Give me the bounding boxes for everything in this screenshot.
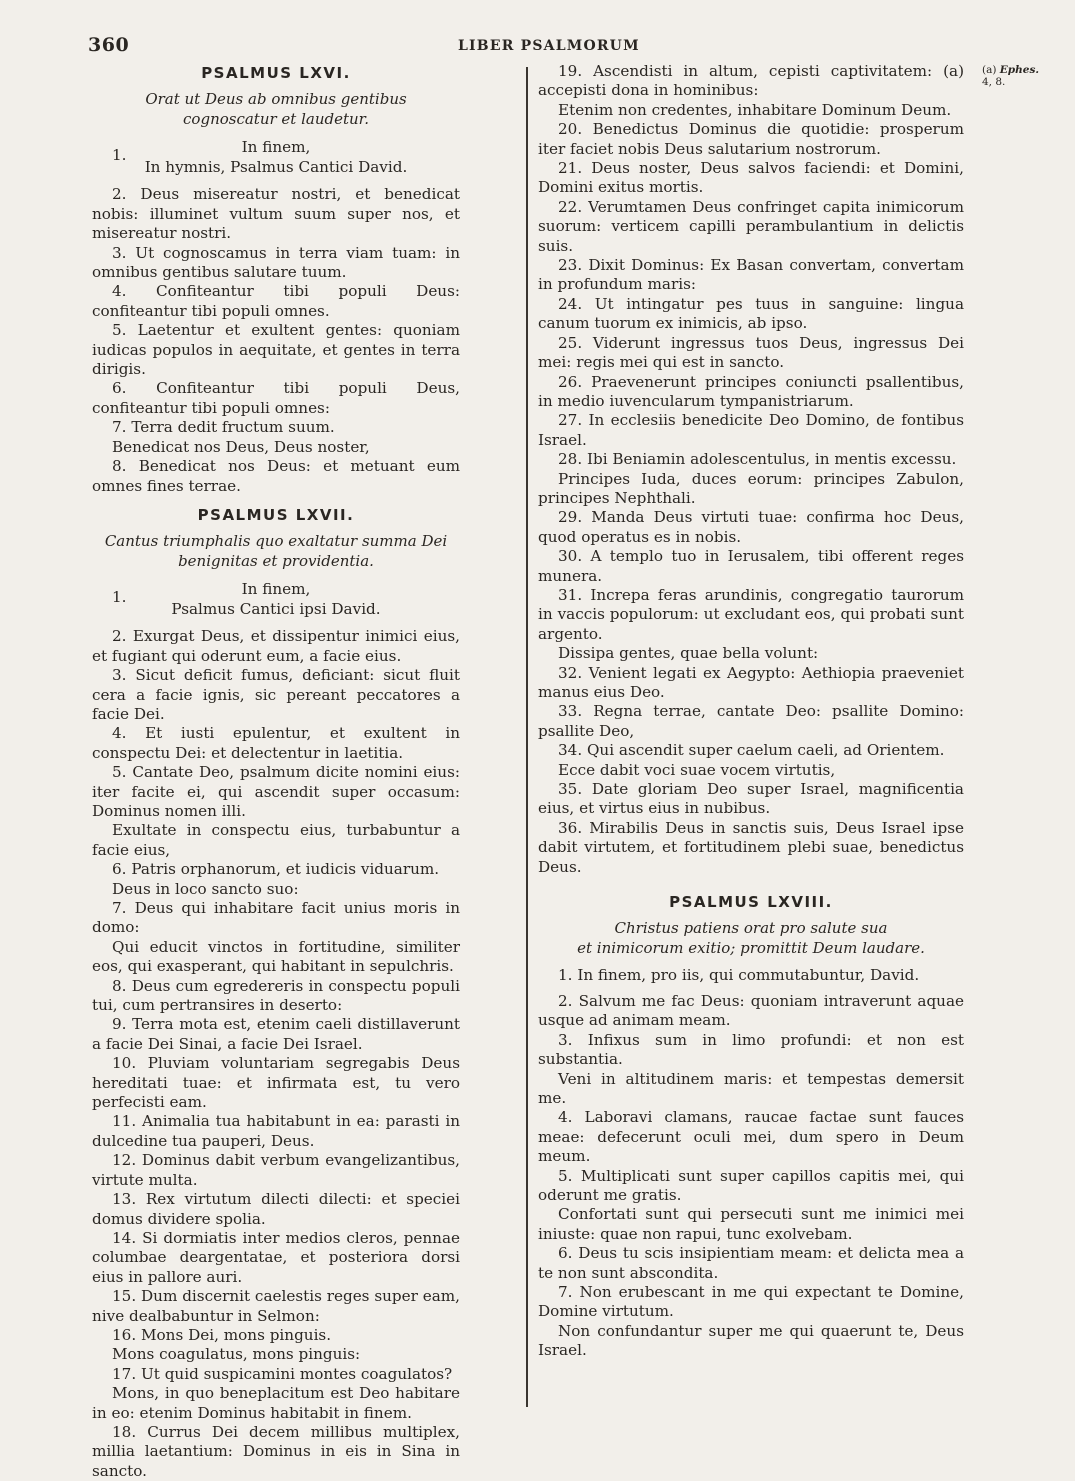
verse: Veni in altitudinem maris: et tempestas demersit me. [538, 1069, 964, 1107]
verse: 36. Mirabilis Deus in sanctis suis, Deus Israel ipse dabit virtutem, et fortitudinem plebi suae, benedictus Deus. [538, 818, 964, 876]
right-column [538, 62, 964, 1361]
column-divider [526, 67, 528, 1407]
margin-note [982, 64, 1039, 88]
verse: 5. Cantate Deo, psalmum dicite nomini eius: iter facite ei, qui ascendit super occasum: Dominus nomen illi. [92, 763, 460, 820]
verse: 3. Infixus sum in limo profundi: et non est substantia. [538, 1030, 964, 1069]
superscription-line: In hymnis, Psalmus Cantici David. [144, 158, 408, 177]
verse: Principes Iuda, duces eorum: principes Zabulon, principes Nephthali. [538, 469, 964, 507]
psalm-argument [548, 918, 954, 958]
verse: Confortati sunt qui persecuti sunt me inimici mei iniuste: quae non rapui, tunc exolvebam. [538, 1205, 964, 1243]
verse: 11. Animalia tua habitabunt in ea: parasti in dulcedine tua pauperi, Deus. [92, 1112, 460, 1150]
psalm-66 [92, 64, 460, 496]
verse-number: 1. [112, 146, 127, 165]
running-title: LIBER PSALMORUM [458, 38, 640, 54]
verse: Ecce dabit voci suae vocem virtutis, [558, 760, 836, 779]
page-header [88, 34, 958, 58]
verse: 2. Salvum me fac Deus: quoniam intraverunt aquae usque ad animam meam. [538, 991, 964, 1030]
verse: 7. Terra dedit fructum suum. [112, 418, 335, 437]
verse: 6. Patris orphanorum, et iudicis viduarum. [112, 860, 440, 879]
verse: 7. Deus qui inhabitare facit unius moris in domo: [92, 899, 460, 937]
verse: 5. Multiplicati sunt super capillos capitis mei, qui oderunt me gratis. [538, 1166, 964, 1204]
page-number: 360 [88, 34, 130, 56]
psalm-67-continued [538, 62, 964, 877]
verse: Mons, in quo beneplacitum est Deo habitare in eo: etenim Dominus habitabit in finem. [92, 1384, 460, 1422]
verse: 22. Verumtamen Deus confringet capita inimicorum suorum: verticem capilli perambulantium in delictis suis. [538, 197, 964, 255]
verse: 25. Viderunt ingressus tuos Deus, ingressus Dei mei: regis mei qui est in sancto. [538, 333, 964, 372]
verse: Exultate in conspectu eius, turbabuntur a facie eius, [92, 821, 460, 859]
psalm-67 [92, 506, 460, 1481]
verse: 18. Currus Dei decem millibus multiplex, millia laetantium: Dominus in eis in Sina in sancto. [92, 1422, 460, 1480]
verse: Mons coagulatus, mons pinguis: [112, 1345, 361, 1364]
note-marker: (a) [982, 64, 997, 76]
verse: 27. In ecclesiis benedicite Deo Domino, de fontibus Israel. [538, 411, 964, 449]
verse: 13. Rex virtutum dilecti dilecti: et speciei domus dividere spolia. [92, 1190, 460, 1228]
verse: 9. Terra mota est, etenim caeli distillaverunt a facie Dei Sinai, a facie Dei Israel. [92, 1015, 460, 1053]
verse: 24. Ut intingatur pes tuus in sanguine: lingua canum tuorum ex inimicis, ab ipso. [538, 294, 964, 333]
verse: 8. Deus cum egredereris in conspectu populi tui, cum pertransires in deserto: [92, 976, 460, 1015]
verse: 4. Confiteantur tibi populi Deus: confiteantur tibi populi omnes. [92, 282, 460, 320]
verse: 10. Pluviam voluntariam segregabis Deus hereditati tuae: et infirmata est, tu vero perfecisti eam. [92, 1054, 460, 1112]
verse: 4. Laboravi clamans, raucae factae sunt fauces meae: defecerunt oculi mei, dum spero in Deum meum. [538, 1108, 964, 1166]
verse: 29. Manda Deus virtuti tuae: confirma hoc Deus, quod operatus es in nobis. [538, 508, 964, 546]
verse-list [538, 62, 964, 877]
psalm-argument: Orat ut Deus ab omnibus gentibus cognoscatur et laudetur. [145, 90, 407, 129]
verse: 6. Deus tu scis insipientiam meam: et delicta mea a te non sunt abscondita. [538, 1244, 964, 1282]
verse-list [92, 185, 460, 496]
verse: 35. Date gloriam Deo super Israel, magnificentia eius, et virtus eius in nubibus. [538, 780, 964, 818]
argument-line: et inimicorum exitio; promittit Deum laudare. [577, 939, 925, 958]
psalm-superscription [92, 137, 460, 177]
verse: 26. Praevenerunt principes coniuncti psallentibus, in medio iuvencularum tympanistriarum. [538, 372, 964, 410]
psalm-superscription: 1. In finem, pro iis, qui commutabuntur, David. [558, 966, 920, 985]
verse: 6. Confiteantur tibi populi Deus, confiteantur tibi populi omnes: [92, 379, 460, 417]
verse-number: 1. [112, 588, 127, 607]
verse: 30. A templo tuo in Ierusalem, tibi offerent reges munera. [538, 547, 964, 585]
verse: 17. Ut quid suspicamini montes coagulatos? [112, 1364, 453, 1383]
verse: 15. Dum discernit caelestis reges super eam, nive dealbabuntur in Selmon: [92, 1287, 460, 1325]
psalm-argument: Cantus triumphalis quo exaltatur summa Dei benignitas et providentia. [104, 532, 448, 571]
superscription-line: Psalmus Cantici ipsi David. [171, 600, 381, 619]
psalm-title: PSALMUS LXVI. [201, 64, 351, 82]
verse: 33. Regna terrae, cantate Deo: psallite Domino: psallite Deo, [538, 702, 964, 740]
verse: Qui educit vinctos in fortitudine, similiter eos, qui exasperant, qui habitant in sepulchris. [92, 937, 460, 976]
verse: 5. Laetentur et exultent gentes: quoniam iudicas populos in aequitate, et gentes in terra dirigis. [92, 321, 460, 379]
left-column [92, 62, 460, 1481]
verse: 3. Ut cognoscamus in terra viam tuam: in omnibus gentibus salutare tuum. [92, 243, 460, 282]
verse: Non confundantur super me qui quaerunt te, Deus Israel. [538, 1321, 964, 1360]
verse: 3. Sicut deficit fumus, deficiant: sicut fluit cera a facie ignis, sic pereant peccatores a facie Dei. [92, 666, 460, 723]
verse: 19. Ascendisti in altum, cepisti captivitatem: (a) accepisti dona in hominibus: [538, 62, 964, 100]
verse-list [538, 992, 964, 1361]
verse: 28. Ibi Beniamin adolescentulus, in mentis excessu. [558, 450, 957, 469]
verse: Benedicat nos Deus, Deus noster, [112, 437, 370, 456]
psalm-68 [538, 893, 964, 1361]
verse: 32. Venient legati ex Aegypto: Aethiopia praeveniet manus eius Deo. [538, 663, 964, 701]
note-citation: 4, 8. [982, 76, 1006, 88]
verse: 16. Mons Dei, mons pinguis. [112, 1325, 332, 1344]
superscription-line: In finem, [241, 138, 311, 157]
verse: 31. Increpa feras arundinis, congregatio taurorum in vaccis populorum: ut excludant eos, qui probati sunt argento. [538, 585, 964, 643]
verse: 21. Deus noster, Deus salvos faciendi: et Domini, Domini exitus mortis. [538, 159, 964, 197]
psalm-superscription [92, 579, 460, 619]
verse: 12. Dominus dabit verbum evangelizantibus, virtute multa. [92, 1151, 460, 1189]
verse: 2. Deus misereatur nostri, et benedicat nobis: illuminet vultum suum super nos, et misereatur nostri. [92, 185, 460, 243]
verse: 7. Non erubescant in me qui expectant te Domine, Domine virtutum. [538, 1282, 964, 1321]
verse: 4. Et iusti epulentur, et exultent in conspectu Dei: et delectentur in laetitia. [92, 724, 460, 762]
verse-list [92, 627, 460, 1481]
verse: 34. Qui ascendit super caelum caeli, ad Orientem. [558, 741, 945, 760]
verse: 20. Benedictus Dominus die quotidie: prosperum iter faciet nobis Deus salutarium nostrorum. [538, 120, 964, 158]
verse: Dissipa gentes, quae bella volunt: [558, 644, 819, 663]
verse: 23. Dixit Dominus: Ex Basan convertam, convertam in profundum maris: [538, 256, 964, 294]
superscription-line: In finem, [241, 580, 311, 599]
psalm-title: PSALMUS LXVIII. [669, 893, 833, 912]
verse: 14. Si dormiatis inter medios cleros, pennae columbae deargentatae, et posteriora dorsi eius in pallore auri. [92, 1228, 460, 1286]
note-reference: Ephes. [999, 64, 1040, 76]
psalm-title: PSALMUS LXVII. [197, 505, 355, 524]
verse: Etenim non credentes, inhabitare Dominum Deum. [558, 100, 952, 119]
verse: Deus in loco sancto suo: [112, 879, 299, 898]
argument-line: Christus patiens orat pro salute sua [614, 919, 888, 938]
verse: 8. Benedicat nos Deus: et metuant eum omnes fines terrae. [92, 457, 460, 495]
verse: 2. Exurgat Deus, et dissipentur inimici eius, et fugiant qui oderunt eum, a facie eius. [92, 627, 460, 665]
